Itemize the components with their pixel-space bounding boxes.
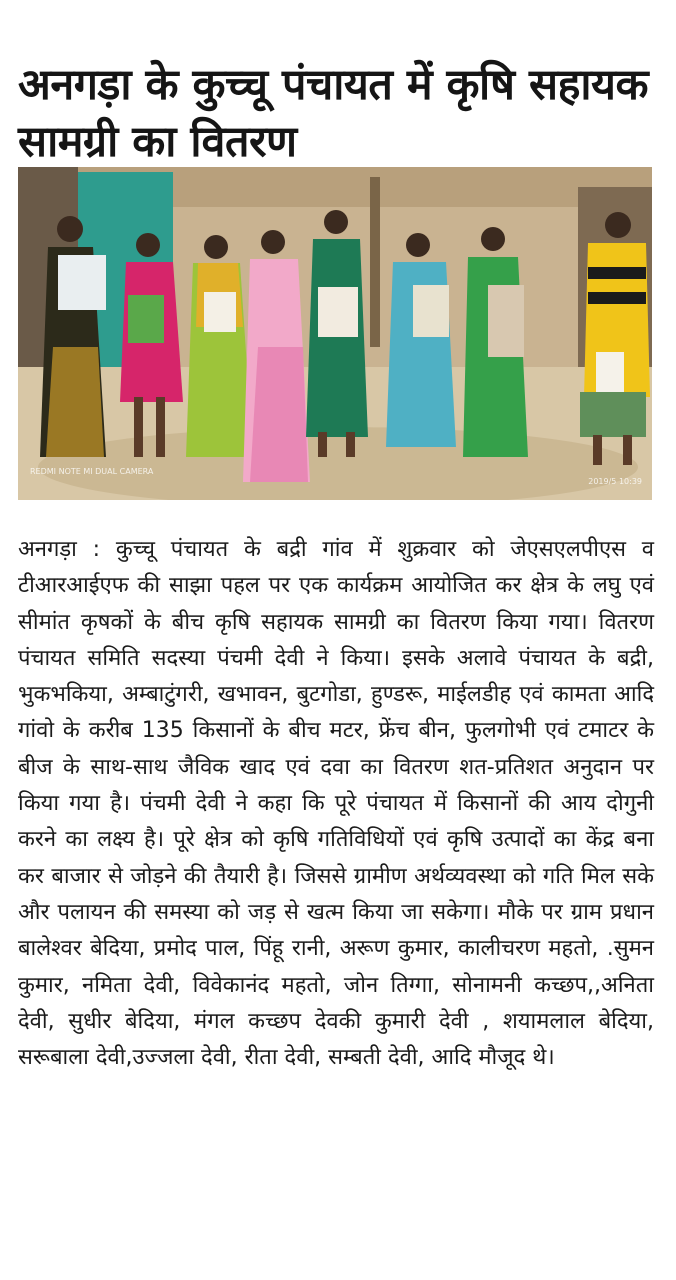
person-5 xyxy=(306,210,368,457)
camera-watermark: REDMI NOTE MI DUAL CAMERA xyxy=(30,467,154,476)
person-8 xyxy=(580,212,650,465)
photo-illustration xyxy=(18,167,652,500)
person-6 xyxy=(386,233,456,447)
timestamp-watermark: 2019/5 10:39 xyxy=(588,477,642,486)
article-body: अनगड़ा : कुच्चू पंचायत के बद्री गांव में शुक्रवार को जेएसएलपीएस व टीआरआईएफ की साझा पहल पर एक कार्यक्रम आयोजित कर क्षेत्र के लघु एवं सीमांत कृषकों के बीच कृषि सहायक सामग्री का वितरण किया गया। वितरण पंचायत समिति सदस्या पंचमी देवी ने किया। इसके अलावे पंचायत के बद्री, भुकभकिया, अम्बाटुंगरी, खभावन, बुटगोडा, हुण्डरू, माईलडीह एवं कामता आदि गांवो के करीब 135 किसानों के बीच मटर, फ्रेंच बीन, फुलगोभी एवं टमाटर के बीज के साथ-साथ जैविक खाद एवं दवा का वितरण शत-प्रतिशत अनुदान पर किया गया है। पंचमी देवी ने कहा कि पूरे पंचायत में किसानों की आय दोगुनी करने का लक्ष्य है। पूरे क्षेत्र को कृषि गतिविधियों एवं कृषि उत्पादों का केंद्र बना कर बाजार से जोड़ने की तैयारी है। जिससे ग्रामीण अर्थव्यवस्था को गति मिल सके और पलायन की समस्या को जड़ से खत्म किया जा सकेगा। मौके पर ग्राम प्रधान बालेश्वर बेदिया, प्रमोद पाल, पिंहू रानी, अरूण कुमार, कालीचरण महतो, .सुमन कुमार, नमिता देवी, विवेकानंद महतो, जोन तिग्गा, सोनामनी कच्छप,,अनिता देवी, सुधीर बेदिया, मंगल कच्छप देवकी कुमारी देवी , शयामलाल बेदिया, सरूबाला देवी,उज्जला देवी, रीता देवी, सम्बती देवी, आदि मौजूद थे। xyxy=(18,537,654,1071)
headline: अनगड़ा के कुच्चू पंचायत में कृषि सहायक सामग्री का वितरण xyxy=(18,59,649,167)
news-photo xyxy=(18,167,652,500)
